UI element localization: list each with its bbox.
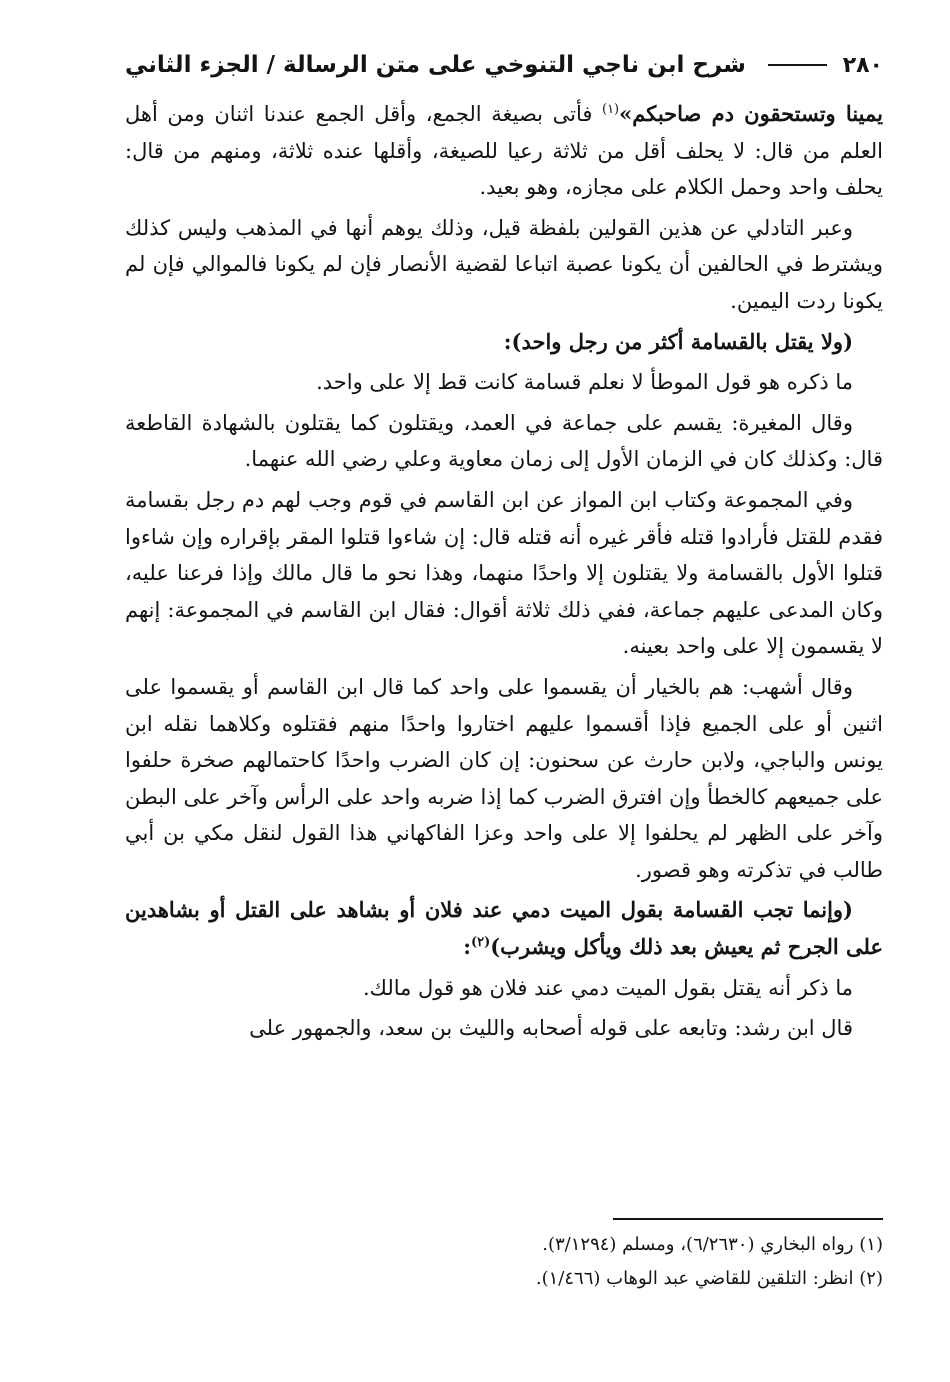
- matn-tail: :: [463, 934, 471, 960]
- paragraph: وقال أشهب: هم بالخيار أن يقسموا على واحد كما قال ابن القاسم أو يقسموا على اثنين أو على الجميع فإذا أقسموا عليهم اختاروا واحدًا منهم فقتلوه وكلاهما نقله ابن يونس والباجي، ولابن حارث عن سحنون: إن كان الضرب واحدًا كاحتمالهم صخرة حلفوا على جميعهم كالخطأ وإن افترق الضرب كما إذا ضربه واحد على الرأس وآخر على البطن وآخر على الظهر لم يحلفوا إلا على واحد وعزا الفاكهاني هذا القول لنقل مكي بن أبي طالب في تذكرته وهو قصور.: [125, 674, 883, 882]
- paragraph: ما ذكر أنه يقتل بقول الميت دمي عند فلان هو قول مالك.: [362, 975, 853, 1000]
- footnote-item: (١) رواه البخاري (٦/٢٦٣٠)، ومسلم (٣/١٢٩٤).: [542, 1234, 883, 1255]
- footnote-item: (٢) انظر: التلقين للقاضي عبد الوهاب (١/٤٦٦).: [535, 1268, 883, 1289]
- footnote-ref: (٢): [470, 935, 491, 951]
- footnote-separator: [613, 1218, 883, 1220]
- paragraph: [125, 96, 883, 206]
- footnote-ref: (١): [601, 102, 620, 117]
- paragraph: وعبر التادلي عن هذين القولين بلفظة قيل، وذلك يوهم أنها في المذهب وليس كذلك ويشترط في الحالفين أن يكونا عصبة اتباعا لقضية الأنصار فإن لم يكونا فالموالي فإن لم يكونا ردت اليمين.: [125, 215, 883, 313]
- document-page: [125, 40, 883, 1360]
- footnotes: [125, 1228, 883, 1296]
- paragraph: وقال المغيرة: يقسم على جماعة في العمد، ويقتلون كما يقتلون بالشهادة القاطعة قال: وكذلك كان في الزمان الأول إلى زمان معاوية وعلي رضي الله عنهما.: [125, 410, 883, 472]
- quoted-hadith: يمينا وتستحقون دم صاحبكم»: [619, 101, 883, 126]
- matn-heading: (ولا يقتل بالقسامة أكثر من رجل واحد):: [503, 328, 853, 354]
- paragraph-text: فأتى بصيغة الجمع، وأقل الجمع عندنا اثنان ومن أهل العلم من قال: لا يحلف أقل من ثلاثة رعيا للصيغة، وأقلها عنده ثلاثة، ومنهم من قال: يحلف واحد وحمل الكلام على مجازه، وهو بعيد.: [125, 102, 883, 200]
- matn-text: (وإنما تجب القسامة بقول الميت دمي عند فلان أو بشاهد على القتل أو بشاهدين على الجرح ثم يعيش بعد ذلك ويأكل ويشرب): [125, 897, 883, 960]
- main-text: [125, 96, 883, 1047]
- matn-heading: [125, 892, 883, 965]
- paragraph: قال ابن رشد: وتابعه على قوله أصحابه والليث بن سعد، والجمهور على: [249, 1016, 853, 1041]
- running-title: شرح ابن ناجي التنوخي على متن الرسالة / الجزء الثاني: [125, 52, 746, 78]
- paragraph: وفي المجموعة وكتاب ابن المواز عن ابن القاسم في قوم وجب لهم دم رجل بقسامة فقدم للقتل فأرادوا قتله فأقر غيره أنه قتله قال: إن شاءوا قتلوا المقر بإقراره وإن شاءوا قتلوا الأول بالقسامة ولا يقتلون إلا واحدًا منهما، وهذا نحو ما قال مالك وإذا فرعنا عليه، وكان المدعى عليهم جماعة، ففي ذلك ثلاثة أقوال: فقال ابن القاسم في المجموعة: إنهم لا يقسمون إلا على واحد بعينه.: [125, 487, 883, 659]
- header-rule: [768, 64, 827, 66]
- page-header: [125, 40, 883, 90]
- page-number: ٢٨٠: [842, 52, 883, 78]
- paragraph: ما ذكره هو قول الموطأ لا نعلم قسامة كانت قط إلا على واحد.: [316, 370, 853, 395]
